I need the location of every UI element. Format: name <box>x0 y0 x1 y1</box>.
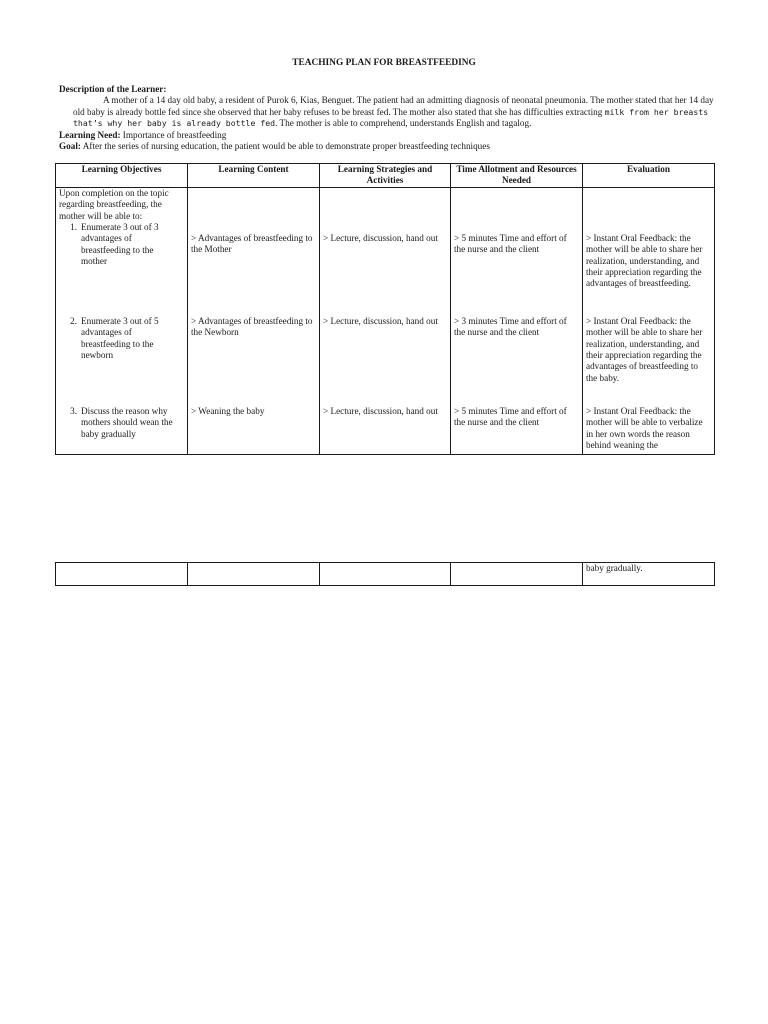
table-row <box>56 187 715 316</box>
learning-need-label: Learning Need: <box>59 129 121 140</box>
header-learning-strategies: Learning Strategies and Activities <box>320 164 451 188</box>
description-handwritten-text: milk from her breasts that’s why her baby is already bottle fed <box>73 106 709 129</box>
continuation-cell-empty <box>451 563 583 586</box>
continuation-table <box>55 562 715 586</box>
time-cell: > 3 minutes Time and effort of the nurse and the client <box>451 316 583 406</box>
goal-value: After the series of nursing education, the patient would be able to demonstrate proper breastfeeding techniques <box>82 141 490 152</box>
content-cell <box>188 187 320 316</box>
header-evaluation: Evaluation <box>583 164 715 188</box>
time-cell: > 5 minutes Time and effort of the nurse and the client <box>451 406 583 455</box>
page-title: TEACHING PLAN FOR BREASTFEEDING <box>292 58 476 68</box>
objective-number: 1. <box>70 222 77 233</box>
strategies-cell <box>320 187 451 316</box>
content-cell: > Advantages of breastfeeding to the Newborn <box>188 316 320 406</box>
description-text-1: A mother of a 14 day old baby, a resident of Purok 6, Kias, Benguet. The patient had an admitting diagnosis of neonatal pneumonia. The mother stated that her 14 day old baby is already bottle fed since she observed that her baby refuses to be breast fed. The mother also stated that she has difficulties extracting <box>73 95 714 117</box>
objective-number: 3. <box>70 405 77 416</box>
objective-text: Enumerate 3 out of 5 advantages of breastfeeding to the newborn <box>81 315 159 361</box>
header-learning-content: Learning Content <box>188 164 320 188</box>
strategies-text: > Lecture, discussion, hand out <box>323 232 438 243</box>
objective-text: Enumerate 3 out of 3 advantages of breastfeeding to the mother <box>81 222 159 267</box>
goal <box>59 141 719 152</box>
objective-cell <box>56 187 188 316</box>
objective-number: 2. <box>70 315 77 326</box>
table-row <box>56 563 715 586</box>
learning-need-value: Importance of breastfeeding <box>122 129 227 140</box>
objective-cell <box>56 406 188 455</box>
objectives-intro: Upon completion on the topic regarding breastfeeding, the mother will be able to: <box>59 187 169 221</box>
teaching-plan-table <box>55 163 715 455</box>
continuation-evaluation-cell: baby gradually. <box>583 563 715 586</box>
continuation-cell-empty <box>56 563 188 586</box>
learning-need <box>59 130 719 141</box>
objective-text: Discuss the reason why mothers should wean the baby gradually <box>81 405 173 439</box>
learner-description <box>59 84 719 152</box>
header-time-allotment: Time Allotment and Resources Needed <box>451 164 583 188</box>
continuation-cell-empty <box>188 563 320 586</box>
content-cell: > Weaning the baby <box>188 406 320 455</box>
description-heading: Description of the Learner: <box>59 84 167 94</box>
evaluation-cell: > Instant Oral Feedback: the mother will be able to verbalize in her own words the reason behind weaning the <box>583 406 715 455</box>
evaluation-text: > Instant Oral Feedback: the mother will be able to share her realization, understanding, and their appreciation regarding the advantages of breastfeeding. <box>586 232 703 289</box>
goal-label: Goal: <box>59 141 81 152</box>
continuation-cell-empty <box>320 563 451 586</box>
time-cell <box>451 187 583 316</box>
strategies-cell: > Lecture, discussion, hand out <box>320 406 451 455</box>
description-paragraph <box>59 95 719 129</box>
objective-cell <box>56 316 188 406</box>
table-header-row <box>56 164 715 188</box>
strategies-cell: > Lecture, discussion, hand out <box>320 316 451 406</box>
content-text: > Advantages of breastfeeding to the Mother <box>191 232 313 255</box>
header-learning-objectives: Learning Objectives <box>56 164 188 188</box>
time-text: > 5 minutes Time and effort of the nurse and the client <box>454 232 567 255</box>
table-row <box>56 316 715 406</box>
evaluation-cell <box>583 187 715 316</box>
description-text-2: . The mother is able to comprehend, understands English and tagalog. <box>275 118 532 129</box>
table-row <box>56 406 715 455</box>
evaluation-cell: > Instant Oral Feedback: the mother will be able to share her realization, understanding, and their appreciation regarding the advantages of breastfeeding to the baby. <box>583 316 715 406</box>
